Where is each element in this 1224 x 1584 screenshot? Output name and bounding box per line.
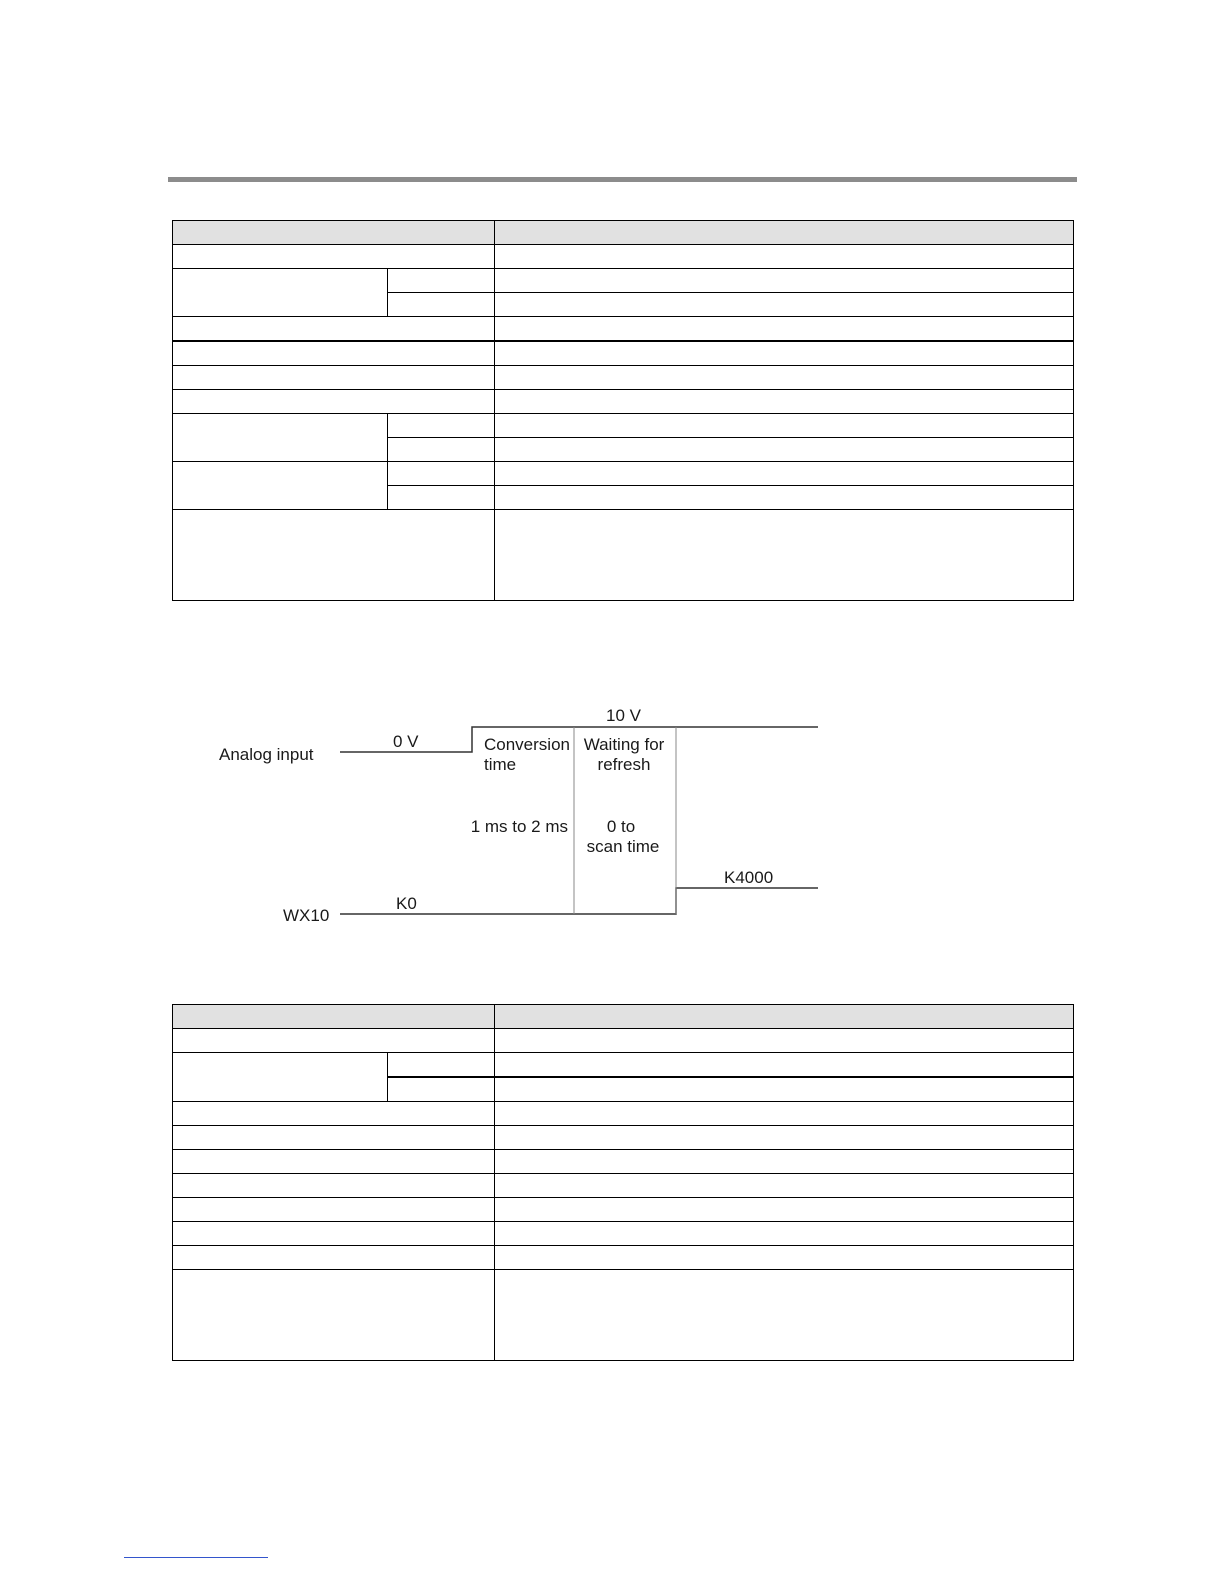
table-row	[173, 414, 1074, 438]
table-row	[173, 1150, 1074, 1174]
waiting-refresh-line1: Waiting for	[583, 735, 665, 754]
spec-table-1	[172, 220, 1074, 601]
table-header-row	[173, 1005, 1074, 1029]
table-row	[173, 245, 1074, 269]
waiting-duration-line1: 0 to	[606, 817, 636, 836]
table-row	[173, 1174, 1074, 1198]
table-row	[173, 317, 1074, 342]
header-rule	[168, 177, 1077, 182]
value-k0-label: K0	[396, 894, 417, 913]
table-row	[173, 1053, 1074, 1078]
conversion-time-line1: Conversion	[484, 735, 570, 754]
spec-table-2	[172, 1004, 1074, 1361]
table-row	[173, 462, 1074, 486]
value-k4000-label: K4000	[724, 868, 774, 887]
wx10-label: WX10	[283, 906, 330, 925]
conversion-time-line2: time	[484, 755, 517, 774]
table-row	[173, 269, 1074, 293]
table-row	[173, 1126, 1074, 1150]
voltage-0v-label: 0 V	[393, 732, 419, 751]
analog-input-label: Analog input	[219, 745, 314, 764]
table-row	[173, 1198, 1074, 1222]
analog-input-waveform	[340, 727, 818, 752]
table-row	[173, 510, 1074, 601]
table-row	[173, 1029, 1074, 1053]
waiting-duration-line2: scan time	[586, 837, 660, 856]
table-row	[173, 1270, 1074, 1361]
table-header-row	[173, 221, 1074, 245]
voltage-10v-label: 10 V	[606, 706, 641, 725]
footer-link-underline[interactable]	[124, 1557, 268, 1558]
wx10-waveform	[340, 888, 818, 914]
table-row	[173, 1222, 1074, 1246]
table-row	[173, 1102, 1074, 1126]
table-row	[173, 390, 1074, 414]
waiting-refresh-line2: refresh	[597, 755, 651, 774]
table-row	[173, 341, 1074, 366]
conversion-duration: 1 ms to 2 ms	[470, 817, 568, 836]
table-row	[173, 366, 1074, 390]
table-row	[173, 1246, 1074, 1270]
